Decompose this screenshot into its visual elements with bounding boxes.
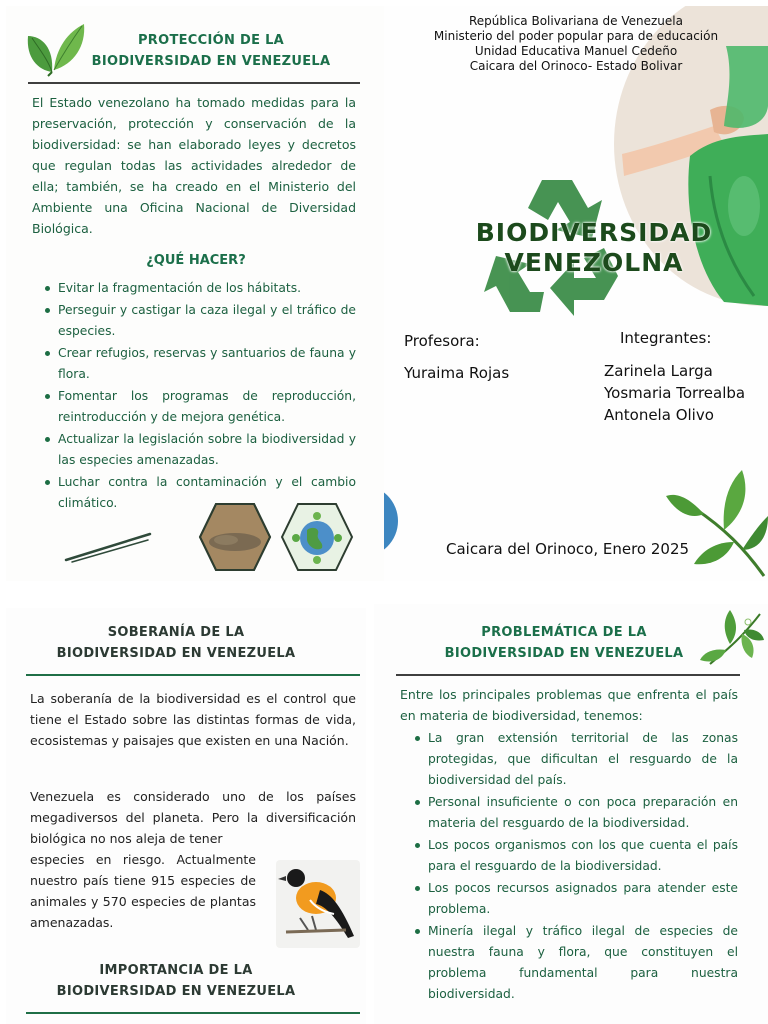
profesora-label: Profesora:: [404, 332, 480, 350]
header-line: Ministerio del poder popular para de educación: [433, 29, 719, 43]
list-item: Crear refugios, reservas y santuarios de fauna y flora.: [44, 343, 356, 385]
soberania-paragraph-2b: especies en riesgo. Actualmente nuestro país tiene 915 especies de animales y 570 especies de plantas amenazadas.: [30, 852, 256, 930]
panel-portada: [384, 6, 768, 581]
proteccion-paragraph: El Estado venezolano ha tomado medidas para la preservación, protección y conservación de la biodiversidad: se han elaborado leyes y decretos que regulan todas las actividades alrededor de ella; también, se ha creado en el Ministerio del Ambiente una Oficina Nacional de Diversidad Biológica.: [32, 95, 356, 236]
problematica-list: [414, 728, 738, 1006]
list-item: Fomentar los programas de reproducción, reintroducción y de mejora genética.: [44, 386, 356, 428]
profesora-name: Yuraima Rojas: [404, 364, 510, 382]
integrante-name: Antonela Olivo: [604, 406, 714, 424]
pencil-stroke-icon: [62, 522, 154, 566]
list-item: La gran extensión territorial de las zonas protegidas, que dificultan el resguardo de la biodiversidad del país.: [414, 728, 738, 791]
title-divider: [26, 1012, 360, 1014]
list-item: Evitar la fragmentación de los hábitats.: [44, 278, 356, 299]
proteccion-title: PROTECCIÓN DE LA BIODIVERSIDAD EN VENEZUELA: [91, 33, 331, 69]
list-item: Los pocos organismos con los que cuenta el país para el resguardo de la biodiversidad.: [414, 835, 738, 877]
header-line: Caicara del Orinoco- Estado Bolivar: [469, 59, 683, 73]
importancia-title: IMPORTANCIA DE LA BIODIVERSIDAD EN VENEZUELA: [56, 963, 296, 999]
title-divider: [396, 674, 740, 676]
title-divider: [28, 82, 360, 84]
que-hacer-list: [44, 278, 356, 515]
panel-soberania: [6, 608, 366, 1024]
integrante-name: Zarinela Larga: [604, 362, 713, 380]
soberania-paragraph-2a: Venezuela es considerado uno de los países megadiversos del planeta. Pero la diversificación biológica no nos aleja de tener: [30, 789, 356, 846]
integrantes-label: Integrantes:: [620, 329, 712, 347]
header-line: República Bolivariana de Venezuela: [469, 14, 683, 28]
oriole-bird-image: [276, 860, 360, 948]
list-item: Personal insuficiente o con poca preparación en materia del resguardo de la biodiversidad.: [414, 792, 738, 834]
cover-footer: Caicara del Orinoco, Enero 2025: [446, 540, 690, 558]
list-item: Actualizar la legislación sobre la biodiversidad y las especies amenazadas.: [44, 429, 356, 471]
earth-hexagon-image: [280, 502, 354, 572]
header-line: Unidad Educativa Manuel Cedeño: [474, 44, 678, 58]
problematica-title: PROBLEMÁTICA DE LA BIODIVERSIDAD EN VENEZUELA: [444, 625, 684, 661]
institution-header: [384, 14, 768, 74]
soberania-title: SOBERANÍA DE LA BIODIVERSIDAD EN VENEZUELA: [56, 625, 296, 661]
list-item: Luchar contra la contaminación y el cambio climático.: [44, 472, 356, 514]
crocodile-hexagon-image: [198, 502, 272, 572]
panel-problematica: [374, 604, 768, 1024]
globe-edge-icon: [384, 476, 402, 566]
soberania-paragraph-1: La soberanía de la biodiversidad es el control que tiene el Estado sobre las distintas formas de vida, ecosistemas y paisajes que existen en una Nación.: [30, 691, 356, 748]
title-divider: [26, 674, 360, 676]
list-item: Minería ilegal y tráfico ilegal de especies de nuestra fauna y flora, que constituyen el problema fundamental para nuestra biodiversidad.: [414, 921, 738, 1005]
cover-title: BIODIVERSIDAD VENEZOLNA: [475, 218, 713, 277]
list-item: Perseguir y castigar la caza ilegal y el tráfico de especies.: [44, 300, 356, 342]
leaf-branch-icon: [664, 458, 768, 578]
list-item: Los pocos recursos asignados para atender este problema.: [414, 878, 738, 920]
integrante-name: Yosmaria Torrealba: [604, 384, 746, 402]
que-hacer-heading: ¿QUÉ HACER?: [146, 253, 246, 268]
panel-proteccion: [6, 6, 384, 581]
leaves-icon: [700, 604, 764, 670]
problematica-intro: Entre los principales problemas que enfrenta el país en materia de biodiversidad, tenemos:: [400, 687, 738, 723]
